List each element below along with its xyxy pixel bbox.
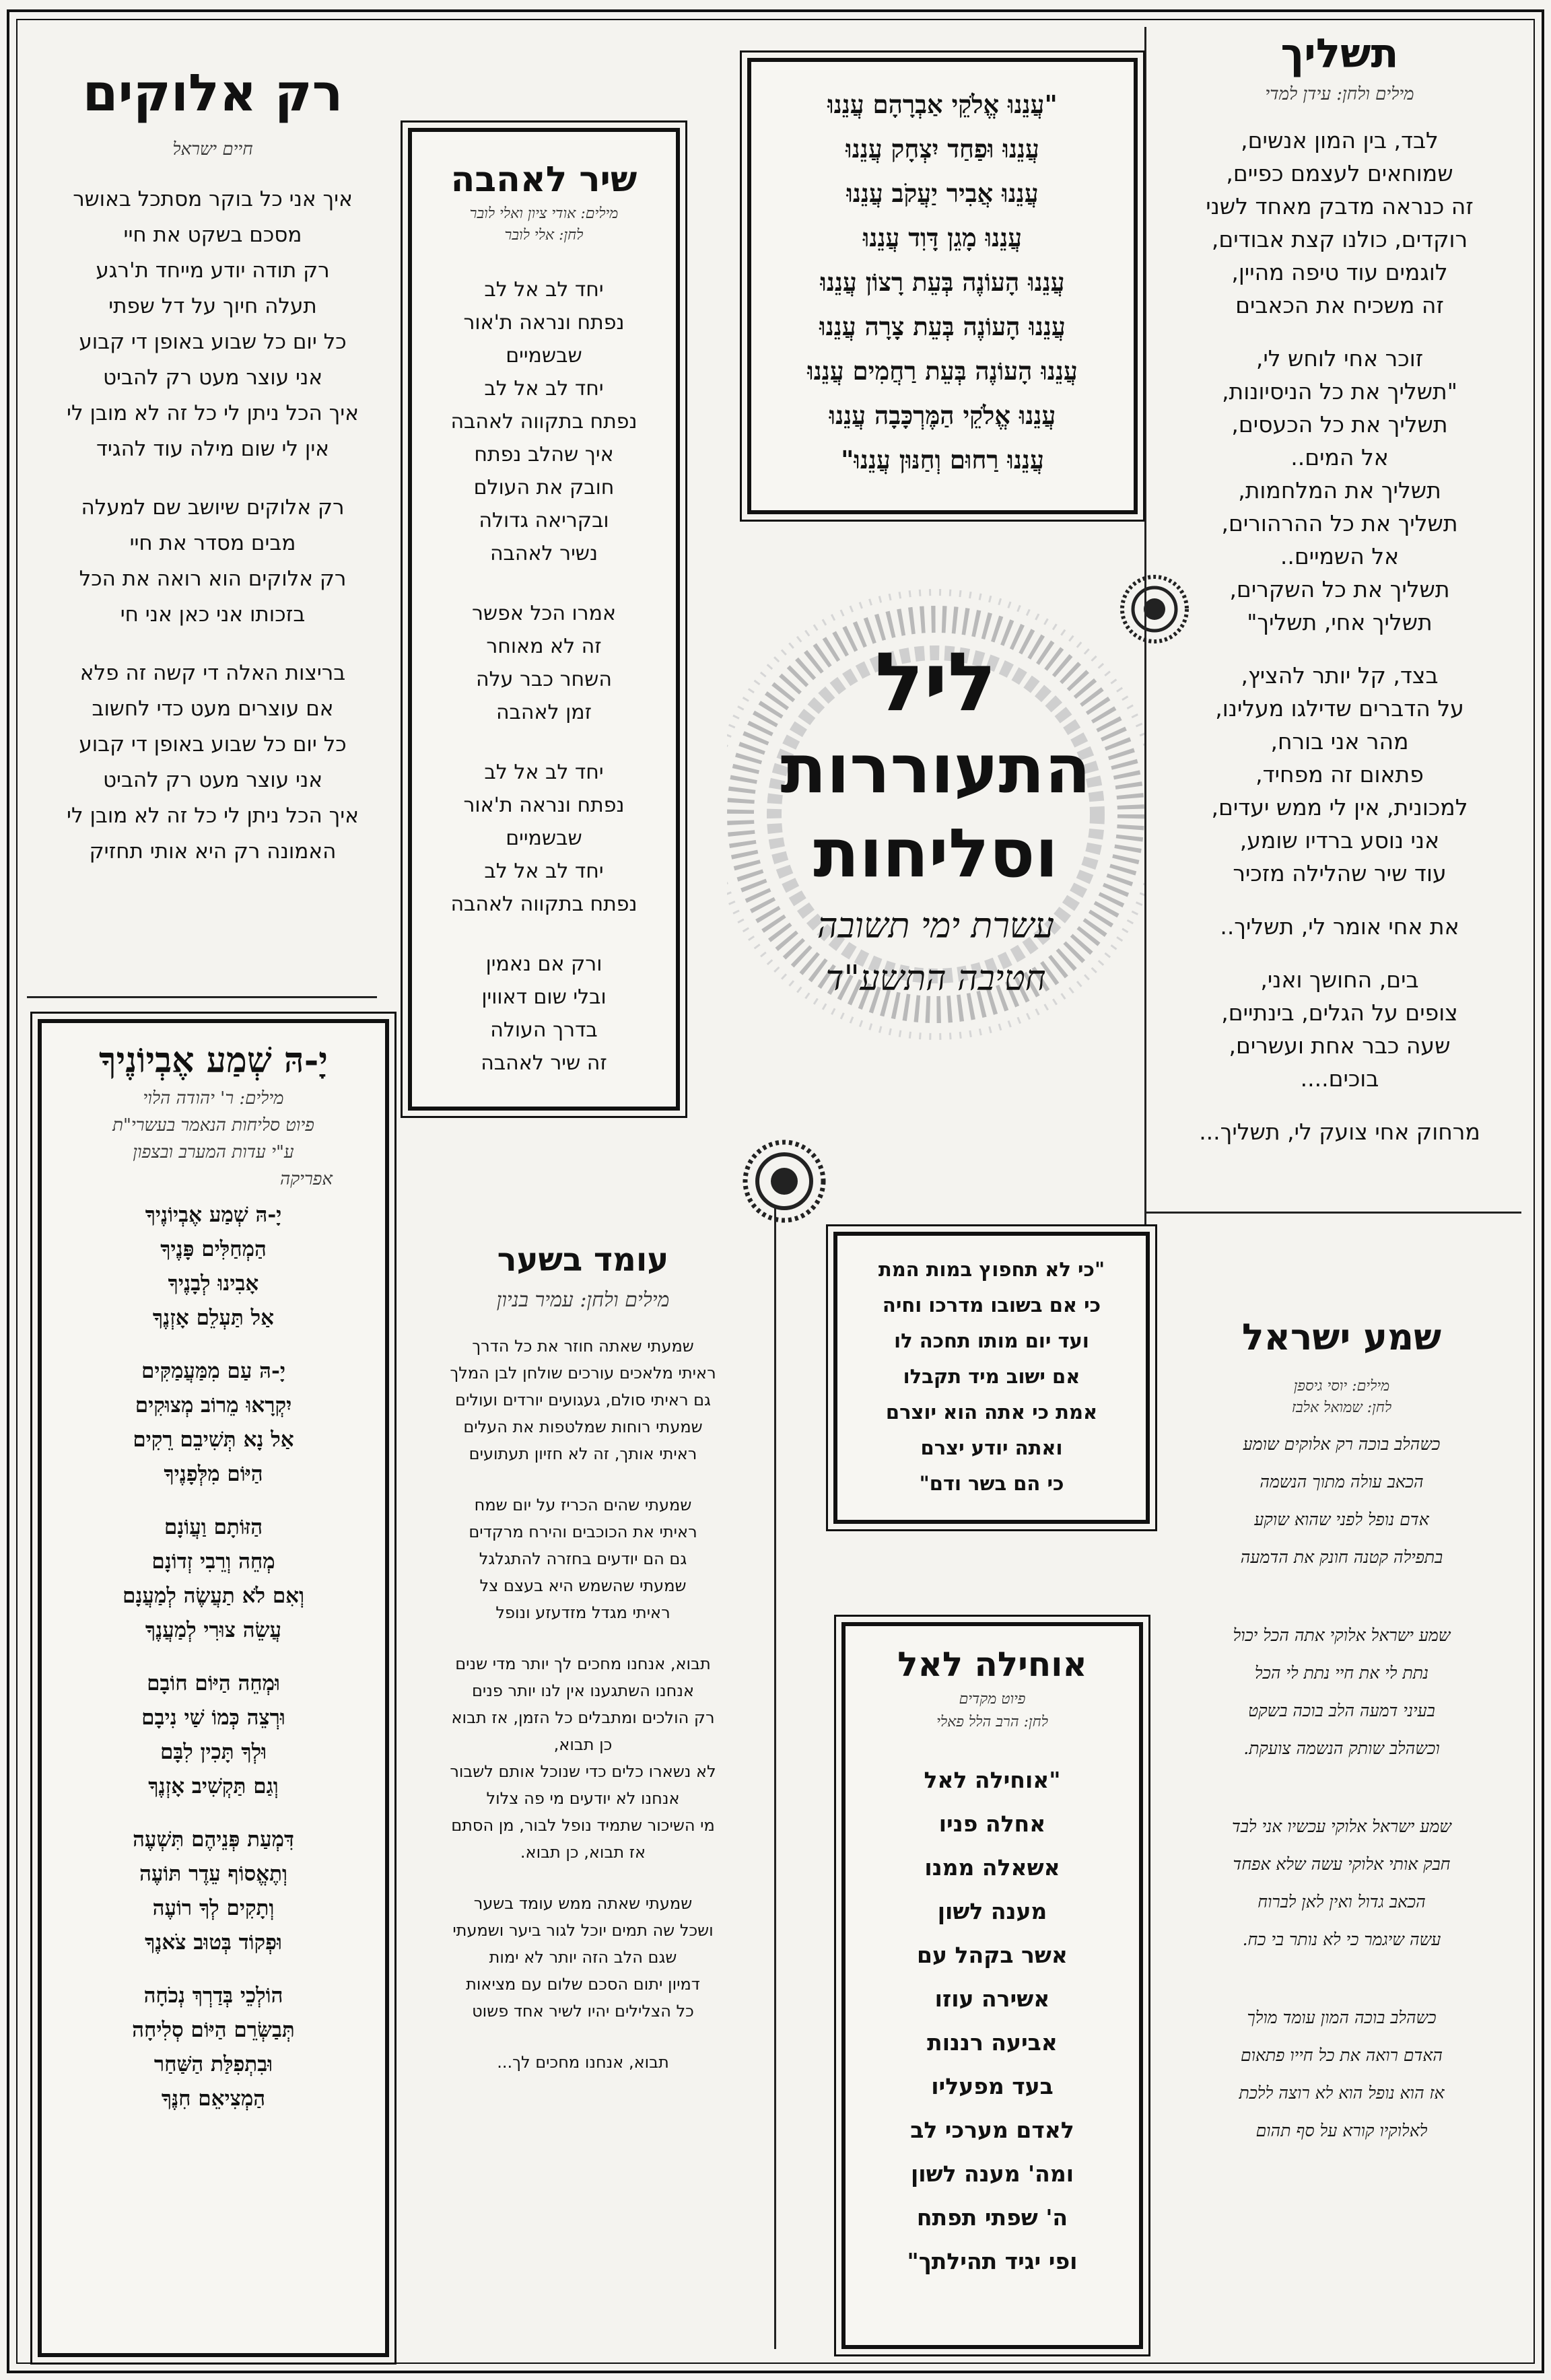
lyric-line: תשליך אחי, תשליך" bbox=[1247, 609, 1433, 635]
stanza-break bbox=[54, 1804, 373, 1823]
stanza-break bbox=[399, 2025, 767, 2049]
text-line: אם ישוב מיד תקבלו bbox=[903, 1365, 1080, 1388]
yah-shema-box bbox=[38, 1019, 389, 2357]
lyric-line: אנחנו השתגענו אין לנו יותר פנים bbox=[472, 1681, 694, 1700]
omed-besha-title: עומד בשער bbox=[497, 1241, 669, 1279]
lyric-line: תשליך את כל ההרהורים, bbox=[1221, 510, 1458, 536]
title-area bbox=[727, 532, 1144, 1124]
lyric-line: ראיתי מלאכים עורכים שולחן לבן המלך bbox=[450, 1364, 716, 1382]
aneinu-box bbox=[747, 58, 1138, 514]
tashlich-title: תשליך bbox=[1280, 30, 1399, 77]
text-line: עֲנֵנוּ וּפַחַד יִצְחָק עֲנֵנוּ bbox=[846, 134, 1039, 164]
lyric-line: עשה שיגמר כי לא נותר בי כח. bbox=[1242, 1930, 1441, 1949]
lyric-line: כשהלב בוכה המון עומד מולך bbox=[1247, 2008, 1437, 2027]
text-line: עֲנֵנוּ אֲבִיר יַעֲקֹב עֲנֵנוּ bbox=[846, 178, 1039, 208]
lyric-line: וּלְךָ תָּכִין לִבָּם bbox=[160, 1740, 267, 1764]
divider bbox=[27, 996, 377, 998]
lyric-line: כל הצלילים יהיו לשיר אחד פשוט bbox=[472, 2002, 694, 2021]
lyric-line: רוקדים, כולנו קצת אבודים, bbox=[1211, 226, 1468, 252]
stanza-break bbox=[54, 1335, 373, 1354]
text-line: לאדם מערכי לב bbox=[910, 2117, 1074, 2143]
lyric-line: בים, החושך ואני, bbox=[1260, 967, 1419, 993]
lyric-line: אני עוצר מעט רק להביט bbox=[102, 365, 323, 390]
lyric-line: יחד לב אל לב bbox=[484, 377, 604, 400]
lyric-line: נפתח בתקווה לאהבה bbox=[450, 893, 637, 916]
ochila-credit-2: לחן: הרב הלל פאלי bbox=[936, 1714, 1048, 1730]
stanza-break bbox=[399, 1467, 767, 1492]
yah-shema-credit-3: ע"י עדות המערב ובצפון bbox=[133, 1142, 294, 1162]
lyric-line: וְתָקִים לְךָ רוֹעֶה bbox=[152, 1896, 275, 1920]
lyric-line: פתאום זה מפחיד, bbox=[1255, 761, 1424, 788]
shema-israel-credit-2: לחן: שמואל אלבז bbox=[1291, 1399, 1392, 1416]
lyric-line: אמרו הכל אפשר bbox=[471, 602, 617, 625]
lyric-line: נפתח ונראה ת'אור bbox=[463, 311, 625, 335]
text-line: ועד יום מותו תחכה לו bbox=[894, 1329, 1089, 1352]
lyric-line: למכונית, אין לי ממש יעדים, bbox=[1211, 794, 1468, 820]
stanza-break bbox=[423, 570, 665, 597]
shema-israel-credit-1: מילים: יוסי גיספן bbox=[1293, 1378, 1390, 1395]
text-line: אשר בקהל עם bbox=[917, 1942, 1068, 1968]
lyric-line: שמע ישראל אלוקי אתה הכל יכול bbox=[1233, 1625, 1451, 1645]
stanza-break bbox=[54, 1492, 373, 1510]
shir-lahava-credit-1: מילים: אודי ציון ואלי לובר bbox=[469, 205, 619, 222]
stanza-break bbox=[1157, 1768, 1527, 1808]
lyric-line: אני עוצר מעט רק להביט bbox=[102, 768, 323, 792]
text-line: אשירה עוזו bbox=[934, 1986, 1050, 2012]
text-line: עֲנֵנוּ הָעוֹנֶה בְּעֵת רַחֲמִים עֲנֵנוּ bbox=[807, 356, 1078, 386]
lyric-line: לבד, בין המון אנשים, bbox=[1241, 127, 1439, 153]
lyric-line: בריצות האלה די קשה זה פלא bbox=[79, 661, 346, 685]
stanza-break bbox=[423, 729, 665, 756]
lyric-line: הכאב עולה מתוך הנשמה bbox=[1260, 1472, 1424, 1492]
stanza-break bbox=[1158, 890, 1521, 910]
lyric-line: תשליך את המלחמות, bbox=[1238, 477, 1441, 503]
lyric-line: אני נוסע ברדיו שומע, bbox=[1239, 827, 1440, 853]
rak-elokim-section bbox=[24, 61, 401, 989]
lyric-line: שמע ישראל אלוקי עכשיו אני לבד bbox=[1231, 1817, 1451, 1836]
tashlich-section bbox=[1158, 27, 1521, 1212]
lyric-line: איך שהלב נפתח bbox=[474, 443, 614, 466]
lyric-line: איך אני כל בוקר מסתכל באושר bbox=[73, 187, 353, 211]
tashlich-lyrics bbox=[1158, 124, 1521, 1148]
lyric-line: וְאִם לֹא תַעֲשֶׂה לְמַעֲנָם bbox=[122, 1584, 305, 1608]
lyric-line: וּרְצֵה כְּמוֹ שַׁי נִיבָם bbox=[141, 1706, 285, 1730]
text-line: עֲנֵנוּ הָעוֹנֶה בְּעֵת צָרָה עֲנֵנוּ bbox=[819, 312, 1066, 341]
lyric-line: מהר אני בורח, bbox=[1270, 728, 1409, 755]
lyric-line: נשיר לאהבה bbox=[489, 542, 598, 565]
lyric-line: וּמְחֵה הַיּוֹם חוֹבָם bbox=[147, 1671, 280, 1695]
text-line: עֲנֵנוּ מָגֵן דָּוִד עֲנֵנוּ bbox=[862, 223, 1023, 252]
lyric-line: כל יום כל שבוע באופן די קבוע bbox=[79, 330, 347, 354]
lyric-line: כל יום כל שבוע באופן די קבוע bbox=[79, 732, 347, 757]
lyric-line: שמעתי שאתה חוזר את כל הדרך bbox=[472, 1337, 694, 1356]
lyric-line: על הדברים שדילגו מעלינו, bbox=[1215, 695, 1464, 722]
lyric-line: הַיּוֹם מִלְּפָנֶיךָ bbox=[164, 1462, 263, 1486]
lyric-line: זה כנראה מדבק מאחד לשני bbox=[1206, 193, 1474, 219]
lyric-line: יחד לב אל לב bbox=[484, 278, 604, 302]
rak-elokim-credit: חיים ישראל bbox=[172, 139, 253, 160]
lyric-line: וּבִתְפִלַּת הַשַּׁחַר bbox=[153, 2052, 273, 2076]
stanza-break bbox=[1158, 639, 1521, 659]
lyric-line: מי השיכור שתמיד נופל לבור, מן הסתם bbox=[451, 1816, 715, 1835]
shema-israel-section bbox=[1157, 1312, 1527, 2356]
lyric-line: אל השמיים.. bbox=[1280, 543, 1400, 569]
lyric-line: נפתח ונראה ת'אור bbox=[463, 794, 625, 817]
lyric-line: ראיתי מגדל מזדעזע ונופל bbox=[495, 1603, 670, 1622]
lyric-line: חובק את העולם bbox=[473, 476, 615, 499]
lyric-line: לא נשארו כלים כדי שנוכל אותם לשבור bbox=[450, 1762, 716, 1781]
lyric-line: שמוחאים לעצמם כפיים, bbox=[1226, 160, 1453, 186]
lyric-line: שעה כבר אחת ועשרים, bbox=[1229, 1032, 1451, 1059]
lyric-line: הַמְצִיאֵם חִנֶּךָ bbox=[161, 2087, 266, 2111]
shema-israel-title: שמע ישראל bbox=[1241, 1316, 1442, 1358]
text-line: ה' שפתי תפתח bbox=[916, 2204, 1068, 2231]
lyric-line: בתפילה קטנה חונק את הדמעה bbox=[1240, 1547, 1443, 1567]
lyric-line: "תשליך את כל הניסיונות, bbox=[1222, 378, 1457, 405]
text-line: אביעה רננות bbox=[927, 2029, 1058, 2056]
text-line: עֲנֵנוּ רַחוּם וְחַנּוּן עֲנֵנוּ" bbox=[841, 445, 1044, 475]
stanza-break bbox=[54, 1648, 373, 1667]
lyric-line: האמונה רק היא אותי תחזיק bbox=[89, 839, 337, 864]
lyric-line: וְגַם תַּקְשִׁיב אָזְנֶךָ bbox=[148, 1774, 279, 1798]
lyric-line: הַמְחַלִּים פָּנֶיךָ bbox=[160, 1237, 267, 1261]
lyric-line: דִּמְעַת פְּנֵיהֶם תִּשְׁעֶה bbox=[133, 1827, 294, 1852]
lyric-line: שמעתי שהשמש היא בעצם צל bbox=[479, 1576, 687, 1595]
lyric-line: שמעתי שאתה ממש עומד בשער bbox=[473, 1894, 693, 1913]
lyric-line: ראיתי את הכוכבים והירח מרקדים bbox=[469, 1523, 697, 1541]
lyric-line: נתת לי את חיי נתת לי הכל bbox=[1254, 1663, 1429, 1683]
lyric-line: וכשהלב שותק הנשמה צועקת. bbox=[1243, 1739, 1440, 1758]
text-line: אחלה פניו bbox=[938, 1811, 1046, 1837]
lyric-line: אז תבוא, כן תבוא. bbox=[520, 1843, 646, 1862]
text-line: ומה' מענה לשון bbox=[910, 2161, 1074, 2187]
divider bbox=[1144, 1212, 1521, 1214]
lyric-line: מסכם בשקט את חיי bbox=[123, 223, 302, 247]
rosette-icon bbox=[1117, 572, 1192, 646]
text-line: אמת כי אתה הוא יוצרם bbox=[885, 1401, 1098, 1424]
lyric-line: עֲשֵׂה צוּרִי לְמַעֲנֶךָ bbox=[145, 1618, 282, 1642]
lyric-line: צופים על הגלים, בינתיים, bbox=[1221, 1000, 1458, 1026]
school-name: חטיבה התשע"ד bbox=[825, 958, 1046, 999]
lyric-line: שבשמיים bbox=[506, 827, 582, 850]
rak-elokim-lyrics bbox=[24, 182, 401, 870]
shir-lahava-title: שיר לאהבה bbox=[450, 160, 637, 200]
stanza-break bbox=[1157, 1959, 1527, 1999]
lyric-line: בדרך העולה bbox=[490, 1018, 598, 1042]
lyric-line: בצד, קל יותר להציץ, bbox=[1241, 662, 1439, 689]
text-line: "כי לא תחפוץ במות המת bbox=[878, 1258, 1105, 1281]
lyric-line: זה לא מאוחר bbox=[486, 635, 602, 658]
text-line: עֲנֵנוּ הָעוֹנֶה בְּעֵת רָצוֹן עֲנֵנוּ bbox=[820, 267, 1065, 297]
yah-shema-credit-1: מילים: ר' יהודה הלוי bbox=[143, 1088, 284, 1109]
lyric-line: תבוא, אנחנו מחכים לך יותר מדי שנים bbox=[455, 1654, 711, 1673]
text-line: ואתה יודע יצרם bbox=[920, 1436, 1063, 1459]
yah-shema-title: יָ-הּ שְׁמַע אֶבְיוֹנֶיךָ bbox=[99, 1040, 328, 1081]
lyric-line: אל המים.. bbox=[1290, 444, 1389, 470]
lyric-line: נפתח בתקווה לאהבה bbox=[450, 410, 637, 433]
main-title-line2: התעוררות bbox=[780, 730, 1091, 808]
lyric-line: זוכר אחי לוחש לי, bbox=[1255, 345, 1424, 372]
lyric-line: שבשמיים bbox=[506, 344, 582, 368]
lyric-line: תְּבַשְּׂרֵם הַיּוֹם סְלִיחָה bbox=[132, 2018, 295, 2042]
lyric-line: יִקְרָאוּ מֵרוֹב מְצוּקִים bbox=[135, 1393, 292, 1418]
lyric-line: רק תודה יודע מייחד ת'רגע bbox=[96, 258, 330, 283]
tashlich-credit: מילים ולחן: עידן למדי bbox=[1265, 84, 1414, 104]
lyric-line: יָ-הּ שְׁמַע אֶבְיוֹנֶיךָ bbox=[145, 1203, 282, 1227]
main-title-line3: וסליחות bbox=[813, 814, 1058, 893]
lyric-line: אַל נָא תְּשִׁיבֵם רֵקִים bbox=[133, 1428, 294, 1452]
lyric-line: אם עוצרים מעט כדי לחשוב bbox=[92, 697, 334, 721]
stanza-break bbox=[1157, 1576, 1527, 1617]
lyric-line: תעלה חיוך על דל שפתי bbox=[108, 294, 317, 318]
lyric-line: ובלי שום דאווין bbox=[481, 985, 607, 1009]
yah-shema-lyrics bbox=[54, 1198, 373, 2116]
lyric-line: האדם רואה את כל חייו פתאום bbox=[1240, 2045, 1443, 2065]
stanza-break bbox=[24, 467, 401, 490]
lyric-line: רק אלוקים הוא רואה את הכל bbox=[79, 567, 347, 591]
lyric-line: שמעתי שהים הכריז על יום שמח bbox=[474, 1496, 692, 1514]
lyric-line: אָבִינוּ לְבָנֶיךָ bbox=[168, 1271, 259, 1296]
lyric-line: זה משכיח את הכאבים bbox=[1235, 292, 1444, 318]
lyric-line: מבים מסדר את חיי bbox=[129, 531, 296, 555]
lyric-line: לאלוקיו קורא על סף תהום bbox=[1255, 2121, 1428, 2140]
stanza-break bbox=[423, 921, 665, 948]
stanza-break bbox=[399, 1626, 767, 1650]
main-title-line1: ליל bbox=[874, 636, 997, 730]
lyric-line: הוֹלְכֵי בְּדַרְךְ נְכֹחָה bbox=[143, 1984, 283, 2008]
lyric-line: יחד לב אל לב bbox=[484, 761, 604, 784]
omed-besha-credit: מילים ולחן: עמיר בניון bbox=[496, 1288, 670, 1312]
rak-elokim-title: רק אלוקים bbox=[82, 63, 343, 123]
lyric-line: הַזּוֹתָם וַעֲוֹנָם bbox=[164, 1515, 263, 1539]
lyric-line: וְתֶאֱסוֹף עֵדֶר תּוֹעֶה bbox=[139, 1862, 287, 1886]
lyric-line: אַל תַּעְלֵם אָזְנֶךָ bbox=[152, 1306, 275, 1330]
quote-box bbox=[833, 1232, 1150, 1524]
lyric-line: אדם נופל לפני שהוא שוקע bbox=[1254, 1510, 1429, 1529]
lyric-line: עוד שיר שהלילה מזכיר bbox=[1233, 860, 1447, 886]
lyric-line: כן תבוא, bbox=[553, 1735, 613, 1754]
rosette-icon bbox=[740, 1138, 828, 1225]
stanza-break bbox=[1158, 943, 1521, 963]
yah-shema-credit-2: פיוט סליחות הנאמר בעשרי"ת bbox=[112, 1115, 314, 1135]
ochila-title: אוחילה לאל bbox=[897, 1645, 1087, 1684]
lyric-line: אז הוא נופל הוא לא רוצה ללכת bbox=[1239, 2083, 1445, 2103]
stanza-break bbox=[1158, 1095, 1521, 1115]
lyric-line: ושכל שה תמים יוכל לגור ביער ושמעתי bbox=[452, 1921, 714, 1940]
text-line: כי הם בשר ודם" bbox=[919, 1472, 1064, 1495]
text-line: בעד מפעליו bbox=[931, 2073, 1054, 2099]
text-line: "אוחילה לאל bbox=[924, 1767, 1061, 1793]
text-line: "עֲנֵנוּ אֱלֹקֵי אַבְרָהָם עֲנֵנוּ bbox=[827, 90, 1058, 119]
lyric-line: כשהלב בוכה רק אלוקים שומע bbox=[1243, 1434, 1441, 1454]
lyric-line: בזכותו אני כאן אני חי bbox=[120, 602, 306, 627]
lyric-line: את אחי אומר לי, תשליך.. bbox=[1220, 913, 1459, 940]
lyric-line: ובקריאה גדולה bbox=[479, 509, 609, 532]
lyric-line: תשליך את כל הכעסים, bbox=[1231, 411, 1448, 438]
lyric-line: יָ-הּ עַם מִמַּעֲמַקִּים bbox=[141, 1359, 286, 1383]
lyric-line: איך הכל ניתן לי כל זה לא מובן לי bbox=[67, 401, 359, 425]
lyric-line: אין לי שום מילה עוד להגיד bbox=[96, 437, 330, 461]
lyric-line: תבוא, אנחנו מחכים לך... bbox=[497, 2053, 669, 2072]
lyric-line: חבק אותי אלוקי עשה שלא אפחד bbox=[1233, 1854, 1451, 1874]
ochila-credit-1: פיוט מקדים bbox=[959, 1691, 1026, 1708]
stanza-break bbox=[399, 1866, 767, 1890]
lyric-line: אנחנו לא יודעים מי פה צלול bbox=[486, 1789, 680, 1808]
yah-shema-credit-4: אפריקה bbox=[280, 1169, 333, 1189]
lyric-line: בוכים.... bbox=[1300, 1065, 1379, 1092]
divider bbox=[774, 1205, 776, 2349]
text-line: כי אם בשובו מדרכו וחיה bbox=[882, 1294, 1101, 1317]
lyric-line: השחר כבר עלה bbox=[475, 668, 613, 691]
lyric-line: זה שיר לאהבה bbox=[481, 1051, 607, 1075]
lyric-line: יחד לב אל לב bbox=[484, 860, 604, 883]
lyric-line: לוגמים עוד טיפה מהיין, bbox=[1231, 259, 1448, 285]
lyric-line: ורק אם נאמין bbox=[485, 952, 602, 976]
lyric-line: איך הכל ניתן לי כל זה לא מובן לי bbox=[67, 804, 359, 828]
lyric-line: בעיני דמעה הלב בוכה בשקט bbox=[1248, 1701, 1435, 1720]
text-line: אשאלה ממנו bbox=[924, 1854, 1060, 1881]
lyric-line: הכאב גדול ואין לאן לברוח bbox=[1257, 1892, 1426, 1912]
lyric-line: ראיתי אותך, זה לא חזיון תעתועים bbox=[469, 1444, 697, 1463]
lyric-line: וּפְקוֹד בְּטוּב צֹאנֶךָ bbox=[145, 1930, 282, 1955]
lyric-line: גם ראיתי סולם, געגועים יורדים ועולים bbox=[455, 1391, 711, 1409]
omed-besha-section bbox=[399, 1238, 767, 2356]
aneinu-lines bbox=[767, 82, 1117, 482]
stanza-break bbox=[24, 633, 401, 656]
lyric-line: שגם הלב הזה יותר לא ימות bbox=[489, 1948, 677, 1967]
text-line: ופי יגיד תהילתך" bbox=[907, 2248, 1078, 2274]
lyric-line: מְחֵה וְרֵבִי זְדוֹנָם bbox=[151, 1549, 275, 1574]
text-line: עֲנֵנוּ אֱלֹקֵי הַמֶּרְכָּבָה עֲנֵנוּ bbox=[829, 400, 1056, 430]
ochila-box bbox=[841, 1622, 1143, 2349]
text-line: מענה לשון bbox=[937, 1898, 1047, 1924]
shir-lahava-credit-2: לחן: אלי לובר bbox=[504, 227, 584, 244]
ochila-lyrics bbox=[856, 1758, 1128, 2283]
subtitle: עשרת ימי תשובה bbox=[817, 906, 1054, 946]
shema-israel-lyrics bbox=[1157, 1426, 1527, 2150]
stanza-break bbox=[1158, 322, 1521, 342]
lyric-line: דמיון יתום הסכם שלום עם מציאות bbox=[466, 1975, 700, 1994]
lyric-line: שמעתי רוחות שמלטפות את העלים bbox=[463, 1418, 703, 1436]
lyric-line: גם הם יודעים בחזרה להתגלגל bbox=[479, 1549, 687, 1568]
omed-besha-lyrics bbox=[399, 1333, 767, 2076]
shir-lahava-box bbox=[408, 128, 680, 1111]
lyric-line: רק אלוקים שיושב שם למעלה bbox=[81, 495, 345, 520]
stanza-break bbox=[54, 1960, 373, 1979]
lyric-line: תשליך את כל השקרים, bbox=[1229, 576, 1450, 602]
lyric-line: מרחוק אחי צועק לי, תשליך... bbox=[1199, 1119, 1480, 1145]
lyric-line: רק הולכים ומתבלים כל הזמן, אז תבוא bbox=[451, 1708, 715, 1727]
quote-lines bbox=[844, 1252, 1139, 1502]
lyric-line: זמן לאהבה bbox=[495, 701, 592, 724]
shir-lahava-lyrics bbox=[423, 273, 665, 1080]
